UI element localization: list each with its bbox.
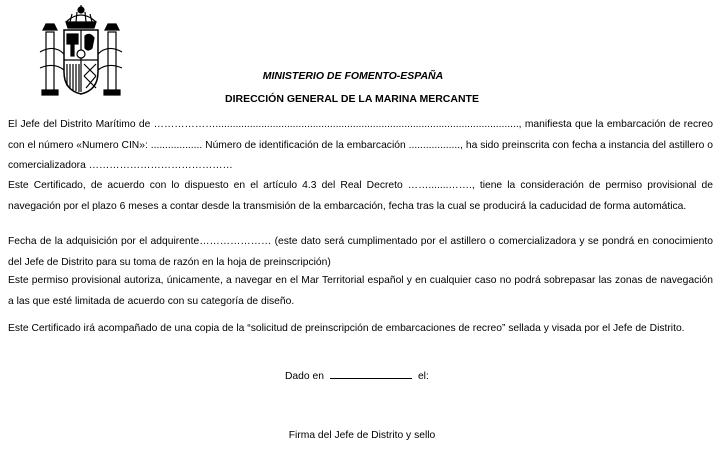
dado-label: Dado en	[285, 371, 324, 382]
signature-caption: Firma del Jefe de Distrito y sello	[288, 430, 436, 441]
el-label: el:	[417, 371, 429, 382]
paragraph-district-declaration: El Jefe del Distrito Marítimo de ……………….........................................................................................................., manifiesta que la embarcación de recreo con el número «Numero CIN»: .................. Número de identificación de la embarcación .................., ha sido preinscrita con fecha a instancia del astillero o comercializadora ……………………………………	[8, 119, 713, 171]
paragraph-navigation-limits: Este permiso provisional autoriza, únicamente, a navegar en el Mar Territorial español y en cualquier caso no podrá sobrepasar las zonas de navegación a las que esté limitada de acuerdo con su categoría de diseño.	[8, 275, 713, 307]
place-blank	[330, 369, 412, 379]
ministry-heading: MINISTERIO DE FOMENTO-ESPAÑA	[262, 70, 444, 82]
paragraph-acquisition-date: Fecha de la adquisición por el adquirente………………… (este dato será cumplimentado por el astillero o comercializadora y se pondrá en conocimiento del Jefe de Distrito para su toma de razón en la hoja de preinscripción)	[8, 236, 713, 268]
directorate-heading: DIRECCIÓN GENERAL DE LA MARINA MERCANTE	[225, 93, 479, 105]
paragraph-attachment: Este Certificado irá acompañado de una copia de la “solicitud de preinscripción de embarcaciones de recreo” sellada y visada por el Jefe de Distrito.	[8, 323, 685, 334]
issued-line	[285, 369, 429, 382]
paragraph-certificate-validity: Este Certificado, de acuerdo con lo dispuesto en el artículo 4.3 del Real Decreto …….......……., tiene la consideración de permiso provisional de navegación por el plazo 6 meses a contar desde la transmisión de la embarcación, fecha tras la cual se producirá la caducidad de forma automática.	[8, 180, 713, 212]
coat-of-arms-logo	[36, 2, 126, 106]
